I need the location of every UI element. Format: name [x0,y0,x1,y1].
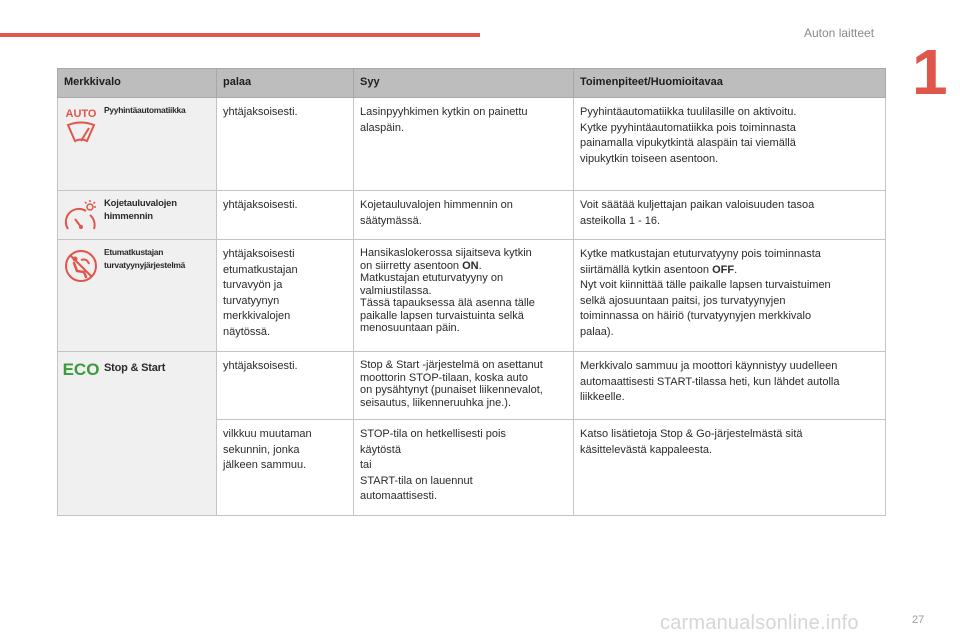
palaa-cell: yhtäjaksoisesti etumatkustajan turvavyön ja turvatyynyn merkkivalojen näytössä. [217,240,354,352]
toimenpide-cell: Pyyhintäautomatiikka tuulilasille on aktivoitu. Kytke pyyhintäautomatiikka pois toiminnasta painamalla vipukytkintä alaspäin tai viemällä vipukytkin toiseen asentoon. [574,98,886,191]
palaa-cell: yhtäjaksoisesti. [217,352,354,420]
watermark: carmanualsonline.info [660,612,859,634]
auto-wiper-icon [63,106,99,150]
eco-icon [60,360,102,378]
table-row [58,240,886,352]
switch-state-keyword: ON [462,259,479,272]
indicator-cell [58,98,217,191]
svg-text:AUTO: AUTO [65,108,97,120]
syy-cell: Kojetauluvalojen himmennin on säätymässä. [354,191,574,240]
syy-cell: Stop & Start -järjestelmä on asettanut moottorin STOP-tilaan, koska auto on pysähtynyt (punaiset liikennevalot, seisautus, liikenneruuhka jne.). [354,352,574,420]
header-accent-bar [0,33,480,37]
table-row [58,191,886,240]
page-number: 27 [912,614,925,626]
column-header-syy: Syy [354,69,574,98]
column-header-toimenpiteet: Toimenpiteet/Huomioitavaa [574,69,886,98]
toimenpide-cell: Katso lisätietoja Stop & Go-järjestelmästä sitä käsittelevästä kappaleesta. [574,420,886,516]
column-header-palaa: palaa [217,69,354,98]
indicator-table [57,68,886,516]
section-title: Auton laitteet [804,26,875,40]
syy-cell: Hansikaslokerossa sijaitseva kytkin on siirretty asentoon ON. Matkustajan etuturvatyyny on valmiustilassa. Tässä tapauksessa älä asenna tälle paikalle lapsen turvaistuinta selkä menosuuntaan päin. [354,240,574,352]
palaa-cell: yhtäjaksoisesti. [217,191,354,240]
indicator-cell: Kojetauluvalojen himmennin [58,191,217,240]
palaa-cell: vilkkuu muutaman sekunnin, jonka jälkeen sammuu. [217,420,354,516]
indicator-name: Stop & Start [104,361,166,374]
dashboard-dimmer-icon [64,199,98,235]
table-header-row [58,69,886,98]
toimenpide-cell: Voit säätää kuljettajan paikan valoisuuden tasoa asteikolla 1 - 16. [574,191,886,240]
indicator-cell [58,352,217,516]
indicator-name: Etumatkustajan [104,247,164,257]
indicator-cell: Etumatkustajan turvatyynyjärjestelmä [58,240,217,352]
svg-text:ECO: ECO [62,360,100,378]
table-row [58,352,886,420]
chapter-number: 1 [912,36,948,108]
indicator-name: Pyyhintäautomatiikka [104,105,186,115]
syy-cell: STOP-tila on hetkellisesti pois käytöstä tai START-tila on lauennut automaattisesti. [354,420,574,516]
toimenpide-cell: Kytke matkustajan etuturvatyyny pois toiminnasta siirtämällä kytkin asentoon OFF. Nyt voit kiinnittää tälle paikalle lapsen turvaistuimen selkä ajosuuntaan paitsi, jos turvatyynyjen toiminnassa on häiriö (turvatyynyjen merkkivalo palaa). [574,240,886,352]
passenger-airbag-off-icon [63,248,99,284]
column-header-merkkivalo: Merkkivalo [58,69,217,98]
toimenpide-cell: Merkkivalo sammuu ja moottori käynnistyy uudelleen automaattisesti START-tilassa heti, kun lähdet autolla liikkeelle. [574,352,886,420]
palaa-cell: yhtäjaksoisesti. [217,98,354,191]
switch-state-keyword: OFF [712,263,735,276]
table-row [58,98,886,191]
indicator-name: Kojetauluvalojen [104,198,177,209]
syy-cell: Lasinpyyhkimen kytkin on painettu alaspäin. [354,98,574,191]
